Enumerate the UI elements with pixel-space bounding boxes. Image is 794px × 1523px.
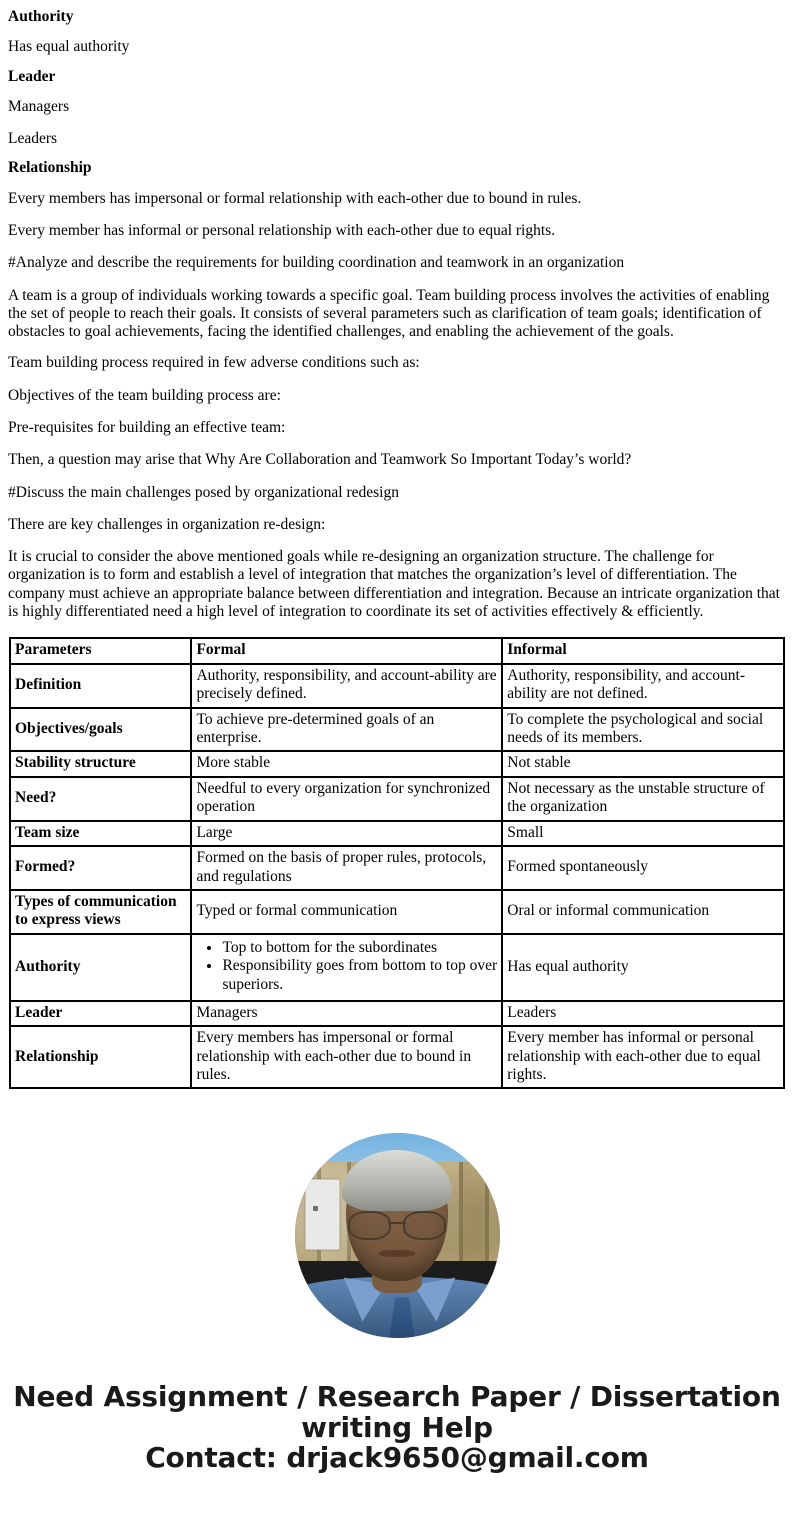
row-parameter-team-size: Team size bbox=[10, 821, 191, 846]
paragraph-objectives-team-building: Objectives of the team building process are: bbox=[8, 386, 281, 404]
cell-formal-formed: Formed on the basis of proper rules, protocols, and regulations bbox=[191, 846, 502, 890]
paragraph-prerequisites-effective-team: Pre-requisites for building an effective team: bbox=[8, 418, 286, 436]
row-parameter-leader: Leader bbox=[10, 1001, 191, 1026]
row-parameter-need: Need? bbox=[10, 777, 191, 821]
row-parameter-relationship: Relationship bbox=[10, 1026, 191, 1088]
cell-formal-stability-structure: More stable bbox=[191, 751, 502, 776]
section-heading-relationship: Relationship bbox=[8, 159, 92, 177]
avatar-block bbox=[8, 1133, 786, 1338]
cell-informal-stability-structure: Not stable bbox=[502, 751, 784, 776]
cell-informal-formed: Formed spontaneously bbox=[502, 846, 784, 890]
table-row bbox=[10, 1026, 784, 1088]
promo-line-services: Need Assignment / Research Paper / Dissertation bbox=[13, 1380, 781, 1414]
table-header-parameters: Parameters bbox=[10, 638, 191, 663]
paragraph-managers: Managers bbox=[8, 97, 70, 115]
cell-informal-authority: Has equal authority bbox=[502, 934, 784, 1001]
formal-vs-informal-table-wrapper bbox=[8, 627, 786, 1089]
table-row bbox=[10, 890, 784, 934]
cell-formal-leader: Managers bbox=[191, 1001, 502, 1026]
cell-formal-need: Needful to every organization for synchronized operation bbox=[191, 777, 502, 821]
cell-formal-authority bbox=[191, 934, 502, 1001]
list-item: • Top to bottom for the subordinates bbox=[222, 939, 497, 958]
section-heading-leader: Leader bbox=[8, 67, 56, 85]
avatar-glasses-lens-right bbox=[403, 1211, 446, 1240]
paragraph-informal-relationship: Every member has informal or personal relationship with each-other due to equal rights. bbox=[8, 221, 556, 239]
paragraph-team-definition: A team is a group of individuals working towards a specific goal. Team building process involves the activities of enabling the set of people to reach their goals. It consists of several parameters such as clarification of team goals; identification of obstacles to goal achievements, facing the identified challenges, and enabling the achievement of the goals. bbox=[8, 286, 770, 341]
cell-informal-objectives-goals: To complete the psychological and social needs of its members. bbox=[502, 708, 784, 752]
section-heading-authority: Authority bbox=[8, 8, 74, 25]
promo-line-writing-help: writing Help bbox=[301, 1410, 493, 1444]
cell-informal-leader: Leaders bbox=[502, 1001, 784, 1026]
question-organizational-redesign: #Discuss the main challenges posed by organizational redesign bbox=[8, 483, 399, 501]
promo-footer bbox=[8, 1382, 786, 1473]
cell-informal-definition: Authority, responsibility, and account-ability are not defined. bbox=[502, 664, 784, 708]
row-parameter-definition: Definition bbox=[10, 664, 191, 708]
row-parameter-authority: Authority bbox=[10, 934, 191, 1001]
cell-formal-team-size: Large bbox=[191, 821, 502, 846]
row-parameter-objectives-goals: Objectives/goals bbox=[10, 708, 191, 752]
table-row bbox=[10, 708, 784, 752]
paragraph-key-challenges-intro: There are key challenges in organization re-design: bbox=[8, 515, 326, 533]
table-row bbox=[10, 934, 784, 1001]
table-header-formal: Formal bbox=[191, 638, 502, 663]
table-row bbox=[10, 664, 784, 708]
paragraph-formal-relationship: Every members has impersonal or formal relationship with each-other due to bound in rules. bbox=[8, 189, 582, 207]
cell-formal-objectives-goals: To achieve pre-determined goals of an enterprise. bbox=[191, 708, 502, 752]
avatar-glasses-bridge bbox=[388, 1222, 406, 1224]
table-row bbox=[10, 777, 784, 821]
table-row bbox=[10, 821, 784, 846]
cell-informal-team-size: Small bbox=[502, 821, 784, 846]
table-row bbox=[10, 846, 784, 890]
list-item: • Responsibility goes from bottom to top over superiors. bbox=[222, 957, 497, 994]
cell-formal-types-of-communication: Typed or formal communication bbox=[191, 890, 502, 934]
row-parameter-types-of-communication: Types of communication to express views bbox=[10, 890, 191, 934]
question-analyze-coordination-teamwork: #Analyze and describe the requirements for building coordination and teamwork in an organization bbox=[8, 254, 625, 272]
promo-line-contact-email: Contact: drjack9650@gmail.com bbox=[145, 1440, 649, 1474]
avatar-glasses-lens-left bbox=[348, 1211, 391, 1240]
cell-formal-relationship: Every members has impersonal or formal relationship with each-other due to bound in rules. bbox=[191, 1026, 502, 1088]
cell-informal-types-of-communication: Oral or informal communication bbox=[502, 890, 784, 934]
avatar bbox=[295, 1133, 500, 1338]
table-row bbox=[10, 1001, 784, 1026]
paragraph-adverse-conditions: Team building process required in few adverse conditions such as: bbox=[8, 354, 420, 372]
cell-formal-definition: Authority, responsibility, and account-ability are precisely defined. bbox=[191, 664, 502, 708]
row-parameter-stability-structure: Stability structure bbox=[10, 751, 191, 776]
row-parameter-formed: Formed? bbox=[10, 846, 191, 890]
document-text-body bbox=[8, 0, 786, 627]
avatar-background-switchboard bbox=[305, 1179, 340, 1251]
cell-informal-relationship: Every member has informal or personal relationship with each-other due to equal rights. bbox=[502, 1026, 784, 1088]
paragraph-integration-differentiation: It is crucial to consider the above mentioned goals while re-designing an organization structure. The challenge for organization is to form and establish a level of integration that matches the organization’s level of differentiation. The company must achieve an appropriate balance between differentiation and integration. Because an intricate organization that is highly differentiated need a high level of integration to coordinate its set of activities effectively & efficiently. bbox=[8, 548, 780, 620]
paragraph-leaders: Leaders bbox=[8, 130, 58, 148]
table-header-informal: Informal bbox=[502, 638, 784, 663]
formal-vs-informal-comparison-table bbox=[9, 637, 785, 1089]
table-header-row bbox=[10, 638, 784, 663]
paragraph-collaboration-question: Then, a question may arise that Why Are Collaboration and Teamwork So Important Today’s world? bbox=[8, 451, 632, 469]
paragraph-has-equal-authority: Has equal authority bbox=[8, 38, 130, 56]
table-row bbox=[10, 751, 784, 776]
authority-formal-bullet-list bbox=[196, 939, 497, 995]
glasses-icon bbox=[348, 1211, 446, 1236]
cell-informal-need: Not necessary as the unstable structure of the organization bbox=[502, 777, 784, 821]
